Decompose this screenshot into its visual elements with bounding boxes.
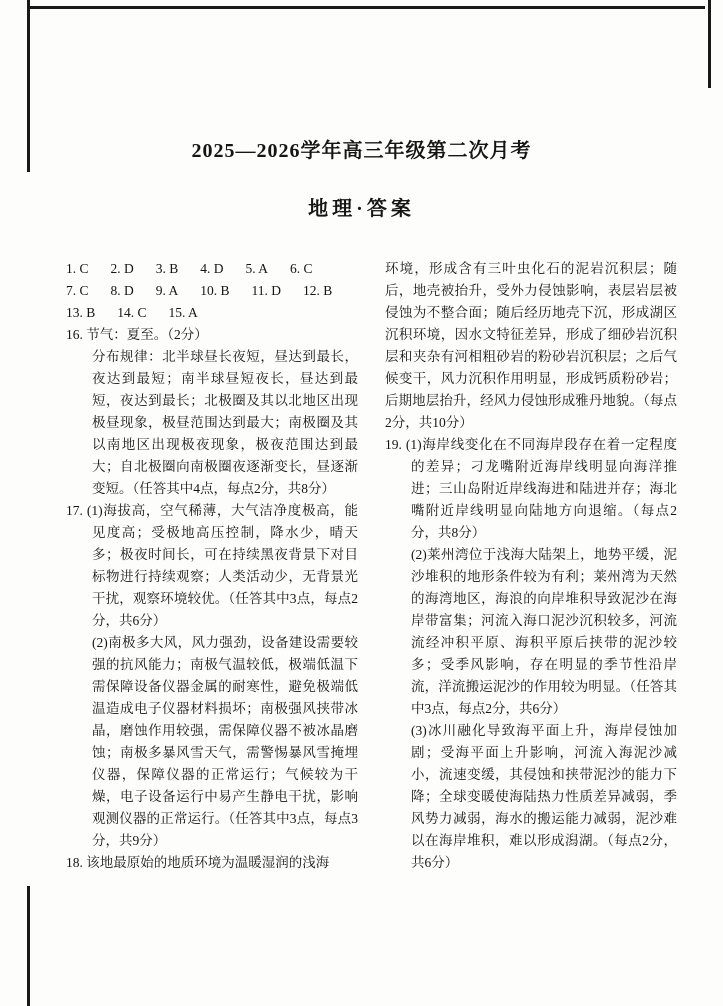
answer-q19-part3: (3)冰川融化导致海平面上升，海岸侵蚀加剧；受海平面上升影响，河流入海泥沙减小，流速变缓，其侵蚀和挟带泥沙的能力下降；全球变暖使海陆热力性质差异减弱，季风势力减弱，海水的搬运能力减弱，泥沙难以在海岸堆积，难以形成潟湖。（每点2分，共6分）: [411, 723, 677, 870]
right-column: [385, 258, 677, 874]
choice-answers-row-1: [66, 258, 358, 280]
choice-answer: 11. D: [251, 283, 282, 298]
exam-title: 2025—2026学年高三年级第二次月考: [191, 140, 532, 162]
choice-answer: 15. A: [168, 305, 198, 320]
choice-answers-row-2: [66, 280, 358, 302]
choice-answers-row-3: [66, 302, 358, 324]
answer-q16-head: 16. 节气：夏至。（2分）: [66, 327, 208, 342]
choice-answer: 4. D: [200, 261, 224, 276]
choice-answer: 3. B: [155, 261, 179, 276]
choice-answer: 12. B: [303, 283, 333, 298]
choice-answer: 14. C: [117, 305, 147, 320]
answer-q17-part2: (2)南极多大风，风力强劲，设备建设需要较强的抗风能力；南极气温较低，极端低温下需保障设备仪器金属的耐寒性，避免极端低温造成电子仪器材料损坏；南极强风挟带冰晶，磨蚀作用较强，需保障仪器不被冰晶磨蚀；南极多暴风雪天气，需警惕暴风雪掩埋仪器，保障仪器的正常运行；气候较为干燥，电子设备运行中易产生静电干扰，影响观测仪器的正常运行。（任答其中3点，每点3分，共9分）: [92, 635, 358, 848]
answer-q18-start: 18. 该地最原始的地质环境为温暖湿润的浅海: [66, 855, 330, 870]
choice-answer: 6. C: [290, 261, 313, 276]
choice-answer: 7. C: [66, 283, 89, 298]
answer-columns: [0, 258, 723, 874]
page-border-left-top-line: [27, 0, 30, 172]
choice-answer: 5. A: [245, 261, 269, 276]
page-border-top-line: [29, 6, 705, 9]
answer-q18-continuation: 环境，形成含有三叶虫化石的泥岩沉积层；随后，地壳被抬升，受外力侵蚀影响，表层岩层被侵蚀为不整合面；随后经历地壳下沉，形成湖区沉积环境，因水文特征差异，形成了细砂岩沉积层和夹杂有河相粗砂岩的粉砂岩沉积层；之后气候变干，风力沉积作用明显，形成钙质粉砂岩；后期地层抬升，经风力侵蚀形成雅丹地貌。（每点2分，共10分）: [385, 261, 677, 430]
answer-q19-part2: (2)莱州湾位于浅海大陆架上，地势平缓，泥沙堆积的地形条件较为有利；莱州湾为天然的海湾地区，海浪的向岸堆积导致泥沙在海岸带富集；河流入海口泥沙沉积较多，河流流经冲积平原、海积平原后挟带的泥沙较多；受季风影响，存在明显的季节性沿岸流，洋流搬运泥沙的作用较为明显。（任答其中3点，每点2分，共6分）: [411, 547, 677, 716]
choice-answer: 9. A: [155, 283, 179, 298]
choice-answer: 10. B: [200, 283, 230, 298]
page-border-right-line: [708, 0, 711, 88]
choice-answer: 8. D: [110, 283, 134, 298]
answer-q17-part1: 17. (1)海拔高，空气稀薄，大气洁净度极高，能见度高；受极地高压控制，降水少，晴天多；极夜时间长，可在持续黑夜背景下对目标物进行持续观察；人类活动少，无背景光干扰，观察环境较优。（任答其中3点，每点2分，共6分）: [66, 503, 358, 628]
page-border-left-bottom-line: [27, 886, 30, 1006]
answer-q16-body: 分布规律：北半球昼长夜短，昼达到最长，夜达到最短；南半球昼短夜长，昼达到最短，夜达到最长；北极圈及其以北地区出现极昼现象，极昼范围达到最大；南极圈及其以南地区出现极夜现象，极夜范围达到最大；自北极圈向南极圈夜逐渐变长，昼逐渐变短。（任答其中4点，每点2分，共8分）: [92, 349, 358, 496]
answer-q19-part1: 19. (1)海岸线变化在不同海岸段存在着一定程度的差异；刁龙嘴附近海岸线明显向海洋推进；三山岛附近岸线海进和陆进并存；海北嘴附近岸线明显向陆地方向退缩。（每点2分，共8分）: [385, 437, 677, 540]
choice-answer: 2. D: [110, 261, 134, 276]
left-column: [66, 258, 358, 874]
subject-answer-heading: 地理·答案: [308, 198, 415, 220]
choice-answer: 1. C: [66, 261, 89, 276]
choice-answer: 13. B: [66, 305, 96, 320]
